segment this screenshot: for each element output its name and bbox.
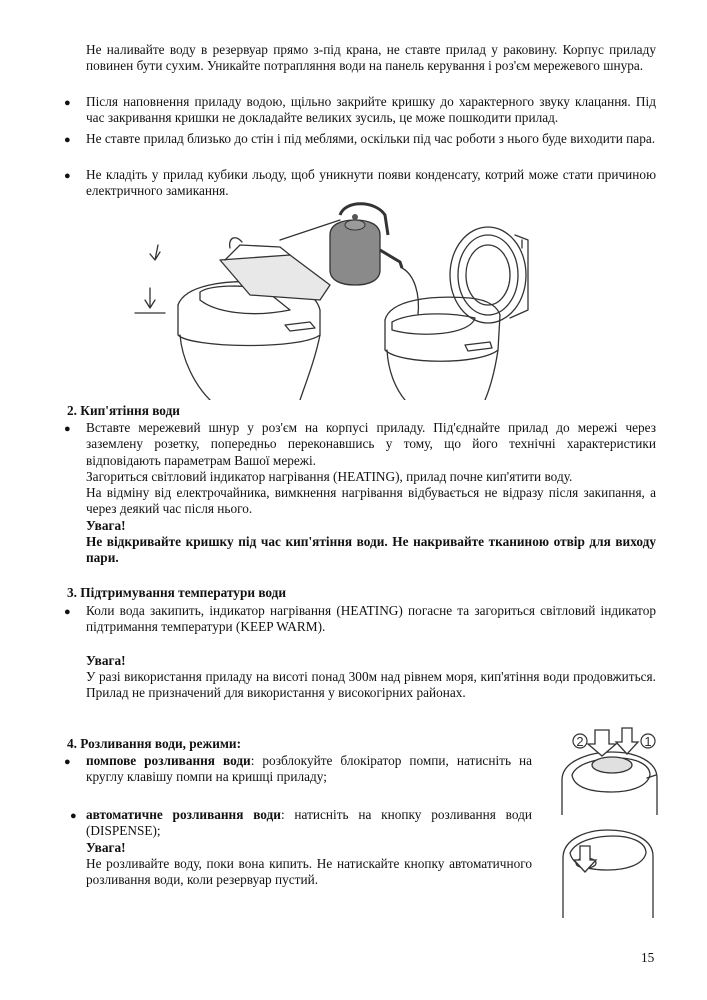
intro-bullet-3: Не кладіть у прилад кубики льоду, щоб уникнути появи конденсату, котрий може стати причиною електричного замикання.	[86, 167, 656, 199]
arrow-down-icon	[145, 288, 155, 308]
section-2-heading: 2. Кип'ятіння води	[67, 403, 180, 418]
bullet-icon: ●	[64, 756, 71, 768]
intro-paragraph: Не наливайте воду в резервуар прямо з-під крана, не ставте прилад у раковину. Корпус приладу повинен бути сухим. Уникайте потрапляння води на панель керування і роз'єм мережевого шнура.	[86, 42, 656, 74]
thermopot-closing-lid-illustration	[135, 220, 340, 400]
thermopot-open-lid-illustration	[385, 227, 528, 400]
auto-mode-text: : натисніть на кнопку розливання води (DISPENSE);	[86, 807, 532, 839]
step-2-label: 2	[576, 734, 584, 749]
arrow-up-icon	[150, 245, 160, 260]
auto-mode-label: автоматичне розливання води	[86, 807, 281, 822]
section-2-line-3: На відміну від електрочайника, вимкнення нагрівання відбувається не відразу після закипання, а через деякий час після нього.	[86, 485, 656, 517]
section-4-warning-label: Увага!	[86, 840, 126, 855]
section-2-line-2: Загориться світловий індикатор нагрівання (HEATING), прилад почне кип'ятити воду.	[86, 469, 573, 484]
bullet-icon: ●	[64, 170, 71, 182]
section-3-warning-label: Увага!	[86, 653, 126, 668]
section-3-warning-text: У разі використання приладу на висоті понад 300м над рівнем моря, кип'ятіння води продовжиться. Прилад не призначений для використання у високогірних районах.	[86, 669, 656, 701]
page-number: 15	[641, 950, 655, 965]
bullet-icon: ●	[64, 606, 71, 618]
arrow-down-icon	[616, 728, 638, 754]
section-3-heading: 3. Підтримування температури води	[67, 585, 287, 600]
bullet-icon: ●	[64, 423, 71, 435]
step-1-label: 1	[644, 734, 652, 749]
filling-illustration	[130, 200, 550, 400]
section-2-bullet: Вставте мережевий шнур у роз'єм на корпусі приладу. Під'єднайте прилад до мережі через заземлену розетку, попередньо переконавшись у тому, що його технічні характеристики відповідають параметрам Вашої мережі.	[86, 420, 656, 468]
bullet-icon: ●	[64, 97, 71, 109]
intro-bullet-2: Не ставте прилад близько до стін і під меблями, оскільки під час роботи з нього буде виходити пара.	[86, 131, 656, 146]
intro-bullet-1: Після наповнення приладу водою, щільно закрийте кришку до характерного звуку клацання. Під час закривання кришки не докладайте великих зусиль, це може пошкодити прилад.	[86, 94, 656, 126]
section-4-bullet-auto	[86, 807, 532, 840]
bullet-icon: ●	[64, 134, 71, 146]
pump-mode-label: помпове розливання води	[86, 753, 251, 768]
kettle-illustration	[330, 204, 418, 315]
dispense-illustration	[558, 818, 658, 918]
section-3-bullet: Коли вода закипить, індикатор нагрівання (HEATING) погасне та загориться світловий індикатор підтримання температури (KEEP WARM).	[86, 603, 656, 635]
section-4-warning-text: Не розливайте воду, поки вона кипить. Не натискайте кнопку автоматичного розливання води, коли резервуар пустий.	[86, 856, 532, 888]
section-2-warning-label: Увага!	[86, 518, 126, 533]
pump-mode-text: : розблокуйте блокіратор помпи, натисніть на круглу клавішу помпи на кришці приладу;	[86, 753, 533, 785]
pump-illustration	[552, 720, 662, 815]
section-4-bullet-pump	[86, 753, 532, 786]
section-2-warning-text: Не відкривайте кришку під час кип'ятіння води. Не накривайте тканиною отвір для виходу пари.	[86, 534, 656, 566]
bullet-icon: ●	[70, 810, 77, 822]
section-4-heading: 4. Розливання води, режими:	[67, 736, 242, 751]
